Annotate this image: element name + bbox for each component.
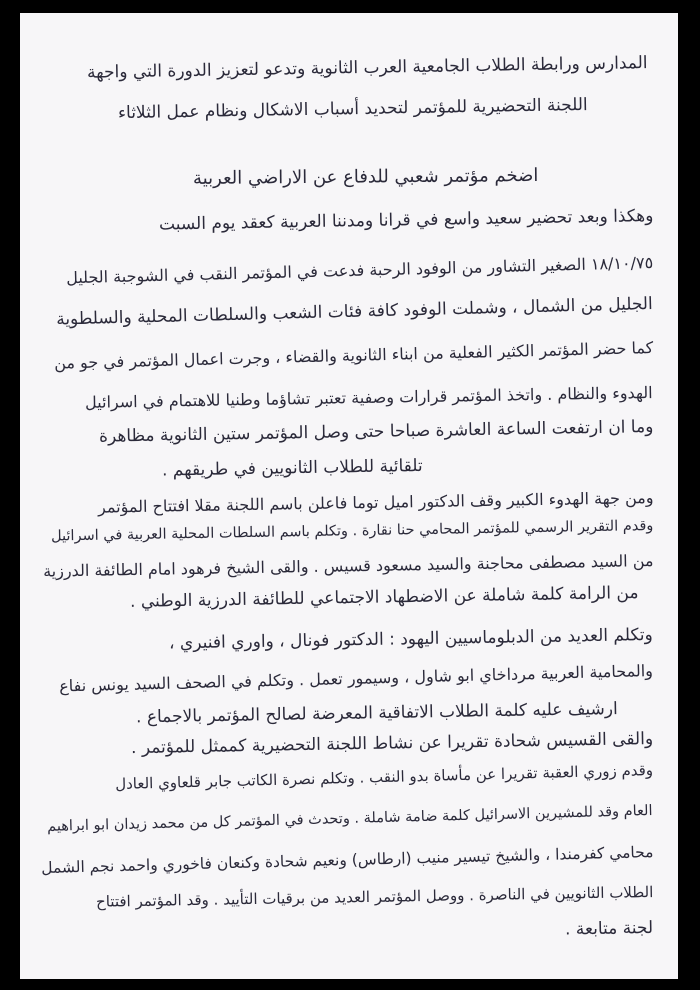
intro-line: اللجنة التحضيرية للمؤتمر لتحديد أسباب الاشكال ونظام عمل الثلاثاء <box>118 95 589 124</box>
intro-line: المدارس ورابطة الطلاب الجامعية العرب الثانوية وتدعو لتعزيز الدورة التي واجهة <box>87 53 649 83</box>
body-line: كما حضر المؤتمر الكثير الفعلية من ابناء الثانوية والقضاء ، وجرت اعمال المؤتمر في جو من <box>53 338 654 373</box>
body-line: وقدم التقرير الرسمي للمؤتمر المحامي حنا نقارة . وتكلم باسم السلطات المحلية العربية في اسرائيل <box>50 518 654 545</box>
body-line: وما ان ارتفعت الساعة العاشرة صباحا حتى وصل المؤتمر ستين الثانوية مظاهرة <box>98 417 654 447</box>
body-line: والقى القسيس شحادة تقريرا عن نشاط اللجنة التحضيرية كممثل للمؤتمر . <box>130 729 654 759</box>
body-line: تلقائية للطلاب الثانويين في طريقهم . <box>162 456 424 481</box>
body-line: لجنة متابعة . <box>564 918 654 940</box>
body-line: محامي كفرمندا ، والشيخ تيسير منيب (ارطاس) ونعيم شحادة وكنعان فاخوري واحمد نجم الشمل <box>40 843 654 878</box>
body-line: من الرامة كلمة شاملة عن الاضطهاد الاجتماعي للطائفة الدرزية الوطني . <box>129 583 639 612</box>
body-line: ارشيف عليه كلمة الطلاب الاتفاقية المعرضة لصالح المؤتمر بالاجماع . <box>136 699 619 728</box>
page-title: اضخم مؤتمر شعبي للدفاع عن الاراضي العربية <box>192 165 539 190</box>
body-line: الهدوء والنظام . واتخذ المؤتمر قرارات وصفية تعتبر تشاؤما وطنيا للاهتمام في اسرائيل <box>85 383 654 412</box>
body-line: الجليل من الشمال ، وشملت الوفود كافة فئات الشعب والسلطات المحلية والسلطوية <box>56 294 654 330</box>
body-line: وهكذا وبعد تحضير سعيد واسع في قرانا ومدننا العربية كعقد يوم السبت <box>158 206 654 235</box>
body-line: وقدم زوري العقبة تقريرا عن مأساة بدو النقب . وتكلم نصرة الكاتب جابر قلعاوي العادل <box>114 761 654 794</box>
body-line: ١٨/١٠/٧٥ الصغير التشاور من الوفود الرحبة فدعت في المؤتمر النقب في الشوجبة الجليل <box>65 253 654 288</box>
body-line: من السيد مصطفى محاجنة والسيد مسعود قسيس . والقى الشيخ فرهود امام الطائفة الدرزية <box>42 551 654 581</box>
handwritten-letter-page <box>20 13 678 979</box>
body-line: وتكلم العديد من الدبلوماسيين اليهود : الدكتور فونال ، واوري افنيري ، <box>169 625 654 654</box>
body-line: الطلاب الثانويين في الناصرة . ووصل المؤتمر العديد من برقيات التأييد . وقد المؤتمر افتتاح <box>95 883 654 911</box>
body-line: العام وقد للمشيرين الاسرائيل كلمة ضامة شاملة . وتحدث في المؤتمر كل من محمد زيدان ابو ابراهيم <box>47 803 654 835</box>
body-line: والمحامية العربية مرداخاي ابو شاول ، وسيمور تعمل . وتكلم في الصحف السيد يونس نفاع <box>59 661 654 696</box>
body-line: ومن جهة الهدوء الكبير وقف الدكتور اميل توما فاعلن باسم اللجنة مقلا افتتاح المؤتمر <box>97 488 654 517</box>
